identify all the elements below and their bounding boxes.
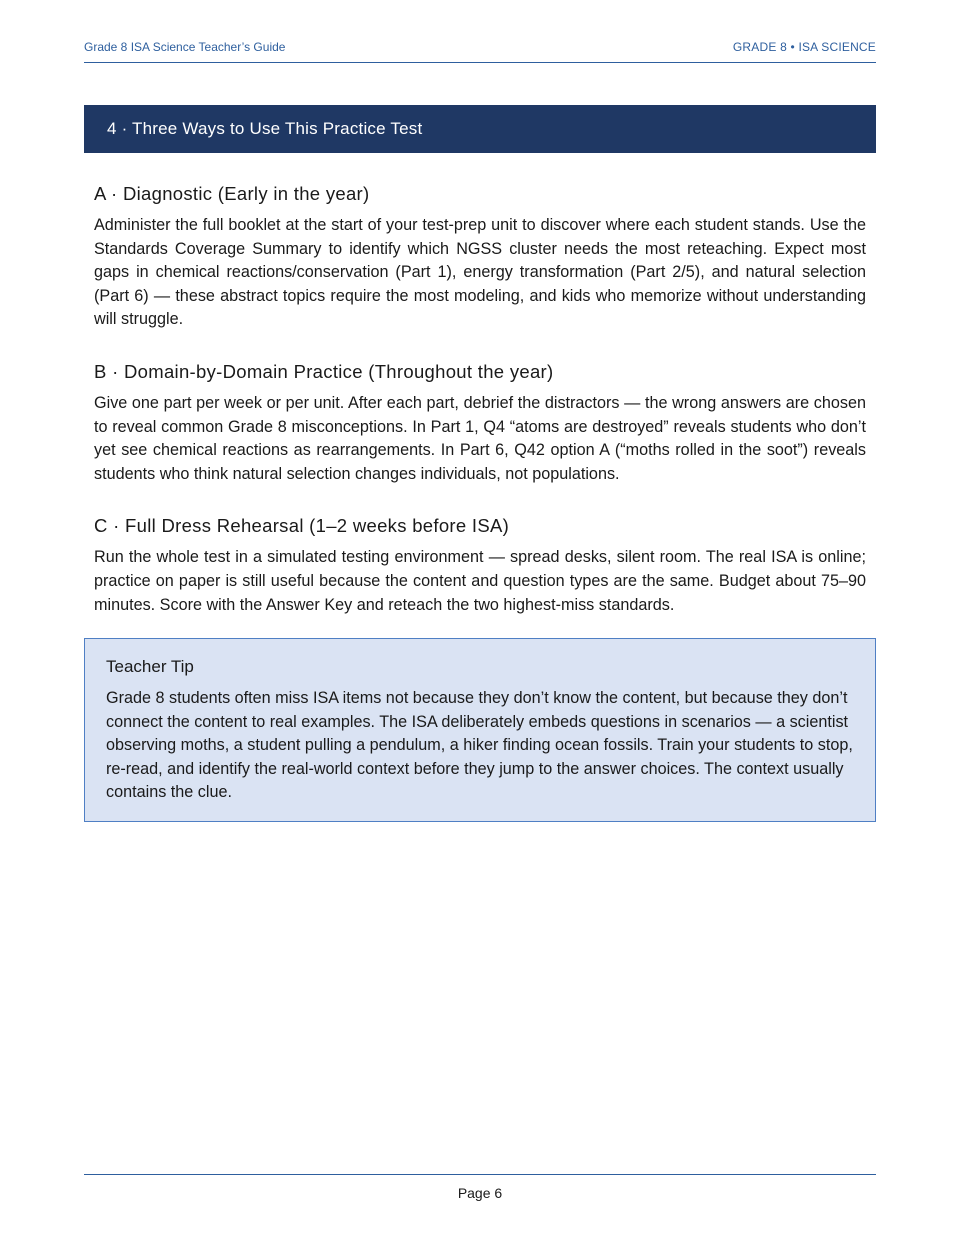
main-content xyxy=(94,180,866,617)
running-header xyxy=(84,38,876,63)
teacher-tip-body: Grade 8 students often miss ISA items not because they don’t know the content, but because they don’t connect the content to real examples. The ISA deliberately embeds questions in scenarios — a scientist observing moths, a student pulling a pendulum, a hiker finding ocean fossils. Train your students to stop, re-read, and identify the real-world context before they jump to the answer choices. The context usually contains the clue. xyxy=(106,689,853,802)
subsection-diagnostic xyxy=(94,180,866,332)
subsection-domain-practice xyxy=(94,358,866,486)
subsection-heading: A · Diagnostic (Early in the year) xyxy=(94,183,370,204)
subsection-body: Give one part per week or per unit. After each part, debrief the distractors — the wrong answers are chosen to reveal common Grade 8 misconceptions. In Part 1, Q4 “atoms are destroyed” reveals students who don’t yet see chemical reactions as rearrangements. In Part 6, Q42 option A (“moths rolled in the soot”) reveals students who think natural selection changes individuals, not populations. xyxy=(94,393,866,483)
subsection-body: Administer the full booklet at the start of your test-prep unit to discover where each student stands. Use the Standards Coverage Summary to identify which NGSS cluster needs the most reteaching. Expect most gaps in chemical reactions/conservation (Part 1), energy transformation (Part 2/5), and natural selection (Part 6) — these abstract topics require the most modeling, and kids who memorize without understanding will struggle. xyxy=(94,216,866,329)
section-title-banner: 4 · Three Ways to Use This Practice Test xyxy=(84,105,876,153)
teacher-tip-title: Teacher Tip xyxy=(106,657,194,676)
teacher-tip-callout xyxy=(84,638,876,822)
page-footer xyxy=(84,1174,876,1201)
subsection-heading: B · Domain-by-Domain Practice (Throughout the year) xyxy=(94,360,554,382)
subsection-dress-rehearsal xyxy=(94,512,866,617)
header-subject-label: GRADE 8 • ISA SCIENCE xyxy=(732,40,876,54)
page-number: Page 6 xyxy=(457,1185,503,1201)
header-guide-title: Grade 8 ISA Science Teacher’s Guide xyxy=(84,40,286,54)
subsection-body: Run the whole test in a simulated testing environment — spread desks, silent room. The real ISA is online; practice on paper is still useful because the content and question types are the same. Budget about 75–90 minutes. Score with the Answer Key and reteach the two highest-miss standards. xyxy=(94,548,866,614)
subsection-heading: C · Full Dress Rehearsal (1–2 weeks before ISA) xyxy=(94,515,510,537)
